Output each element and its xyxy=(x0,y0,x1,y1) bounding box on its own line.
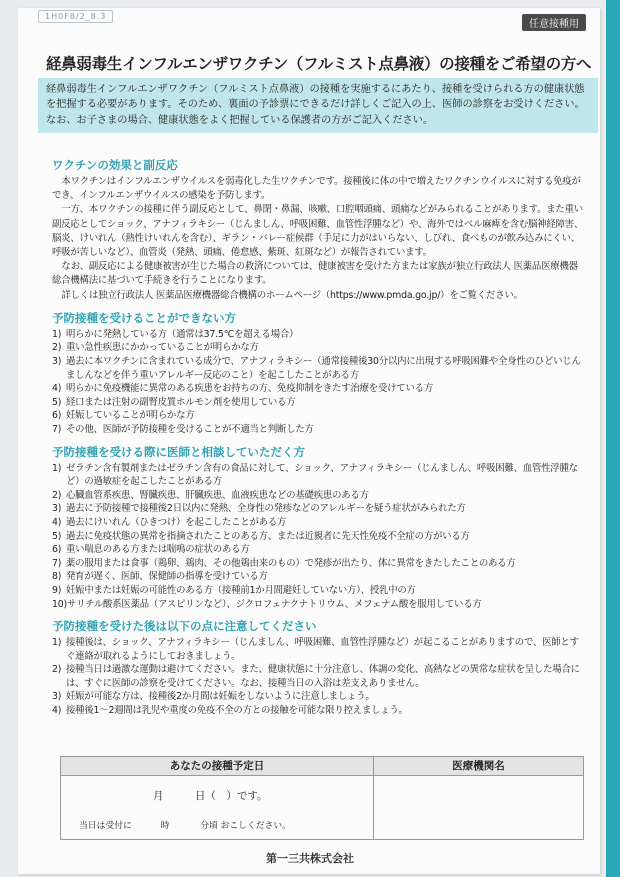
list-item: 1) ゼラチン含有製剤またはゼラチン含有の食品に対して、ショック、アナフィラキシー（じんましん、呼吸困難、血管性浮腫など）の過敏症を起こしたことがある方 xyxy=(52,462,578,488)
list-item: 3) 過去に本ワクチンに含まれている成分で、アナフィラキシー（通常接種後30分以内に出現する呼吸困難や全身性のひどいじんましんなどを伴う重いアレルギー反応のこと）を起こしたことがある方 xyxy=(52,356,581,381)
list-item: 6) 妊娠していることが明らかな方 xyxy=(52,410,195,422)
section-title-effects: ワクチンの効果と副反応 xyxy=(52,158,178,172)
section-title-cannot: 予防接種を受けることができない方 xyxy=(52,310,236,325)
list-item: 8) 発育が遅く、医師、保健師の指導を受けている方 xyxy=(52,571,268,583)
schedule-table xyxy=(60,756,584,840)
list-item: 4) 明らかに免疫機能に異常のある疾患をお持ちの方、免疫抑制をきたす治療を受けている方 xyxy=(52,383,434,395)
list-item: 3) 妊娠が可能な方は、接種後2か月間は妊娠をしないように注意しましょう。 xyxy=(52,691,375,703)
minute-label: 分頃 おこしください。 xyxy=(200,821,291,831)
edge-color-strip xyxy=(606,0,620,877)
section-cannot xyxy=(52,311,584,437)
effects-paragraph-3: なお、副反応による健康被害が生じた場合の救済については、健康被害を受けた方または家族が独立行政法人 医薬品医療機器総合機構法に基づいて手続きを行うことになります。 xyxy=(52,261,578,287)
date-line xyxy=(153,788,268,803)
list-item: 2) 接種当日は過激な運動は避けてください。また、健康状態に十分注意し、体調の変化、高熱などの異常な症状を呈した場合には、すぐに医師の診察を受けてください。なお、接種当日の入浴は差支えありません。 xyxy=(52,664,580,689)
list-item: 5) 経口または注射の副腎皮質ホルモン剤を使用している方 xyxy=(52,396,296,408)
section-after xyxy=(52,619,584,718)
after-list xyxy=(52,636,584,718)
form-code-stamp: 1H0F8/2_8.3 xyxy=(38,10,113,23)
list-item: 3) 過去に予防接種で接種後2日以内に発熱、全身性の発疹などのアレルギーを疑う症状がみられた方 xyxy=(52,503,466,515)
effects-paragraph-4: 詳しくは独立行政法人 医薬品医療機器総合機構のホームページ（https://www.pmda.go.jp/）をご覧ください。 xyxy=(61,289,523,301)
list-item: 2) 重い急性疾患にかかっていることが明らかな方 xyxy=(52,342,259,354)
section-title-consult: 予防接種を受ける際に医師と相談していただく方 xyxy=(52,444,305,459)
schedule-clinic-header: 医療機関名 xyxy=(452,760,505,772)
schedule-body xyxy=(61,776,583,839)
schedule-clinic-cell[interactable] xyxy=(374,776,583,839)
intro-box xyxy=(38,78,598,133)
intro-paragraph-1: 経鼻弱毒生インフルエンザワクチン（フルミスト点鼻液）の接種を実施するにあたり、接種を受けられる方の健康状態を把握する必要があります。そのため、裏面の予診票にできるだけ詳しくご記入の上、医師の診察をお受けください。 xyxy=(46,84,585,111)
arrival-prefix: 当日は受付に xyxy=(79,821,132,831)
list-item: 7) その他、医師が予防接種を受けることが不適当と判断した方 xyxy=(52,423,314,435)
list-item: 7) 薬の服用または食事（鶏卵、鶏肉、その他鶏由来のもの）で発疹が出たり、体に異常をきたしたことのある方 xyxy=(52,557,516,569)
list-item: 1) 明らかに発熱している方（通常は37.5℃を超える場合） xyxy=(52,328,299,340)
section-consult xyxy=(52,445,584,612)
main-content xyxy=(52,158,584,718)
effects-paragraph-1: 本ワクチンはインフルエンザウイルスを弱毒化した生ワクチンです。接種後に体の中で増えたワクチンウイルスに対する免疫ができ、インフルエンザウイルスの感染を予防します。 xyxy=(52,176,581,202)
schedule-date-header: あなたの接種予定日 xyxy=(61,757,374,775)
list-item: 6) 重い喘息のある方または喘鳴の症状のある方 xyxy=(52,544,250,556)
intro-paragraph-2: なお、お子さまの場合、健康状態をよく把握している保護者の方がご記入ください。 xyxy=(46,114,434,126)
effects-paragraph-2: 一方、本ワクチンの接種に伴う副反応として、鼻閉・鼻漏、咳嗽、口腔咽頭痛、頭痛などがみられることがあります。また重い副反応としてショック、アナフィラキシー（じんましん、呼吸困難、血管性浮腫など）や、海外ではベル麻痺を含む脳神経障害、脳炎、けいれん（熱性けいれんを含む）、ギラン・バレー症候群（手足に力がはいらない、しびれ、食べものが飲み込みにくい、呼吸が苦しいなど）、血管炎（発熱、頭痛、倦怠感、紫斑、紅斑など）が報告されています。 xyxy=(52,204,584,259)
month-label: 月 xyxy=(153,790,164,802)
cannot-list xyxy=(52,328,584,437)
section-effects xyxy=(52,158,584,303)
vaccination-type-tag: 任意接種用 xyxy=(522,14,586,31)
consult-list xyxy=(52,462,584,612)
list-item: 9) 妊娠中または妊娠の可能性のある方（接種前1か月間避妊していない方）、授乳中の方 xyxy=(52,584,416,596)
day-label: 日（ ）です。 xyxy=(194,790,268,802)
page-title: 経鼻弱毒生インフルエンザワクチン（フルミスト点鼻液）の接種をご希望の方へ xyxy=(46,55,592,73)
manufacturer-footer: 第一三共株式会社 xyxy=(266,852,354,865)
list-item: 4) 過去にけいれん（ひきつけ）を起こしたことがある方 xyxy=(52,516,287,528)
list-item: 10) サリチル酸系医薬品（アスピリンなど）、ジクロフェナクナトリウム、メフェナム酸を服用している方 xyxy=(52,598,482,610)
list-item: 5) 過去に免疫状態の異常を指摘されたことのある方、または近親者に先天性免疫不全症の方がいる方 xyxy=(52,530,470,542)
hour-label: 時 xyxy=(160,821,170,831)
schedule-header xyxy=(61,757,583,776)
list-item: 2) 心臓血管系疾患、腎臓疾患、肝臓疾患、血液疾患などの基礎疾患のある方 xyxy=(52,489,369,501)
list-item: 4) 接種後1～2週間は乳児や重度の免疫不全の方との接触を可能な限り控えましょう。 xyxy=(52,705,408,717)
schedule-date-cell[interactable] xyxy=(61,776,374,839)
list-item: 1) 接種後は、ショック、アナフィラキシー（じんましん、呼吸困難、血管性浮腫など）が起こることがありますので、医師とすぐ連絡が取れるようにしておきましょう。 xyxy=(52,637,579,662)
arrival-time-line xyxy=(79,818,291,831)
section-title-after: 予防接種を受けた後は以下の点に注意してください xyxy=(52,619,317,634)
